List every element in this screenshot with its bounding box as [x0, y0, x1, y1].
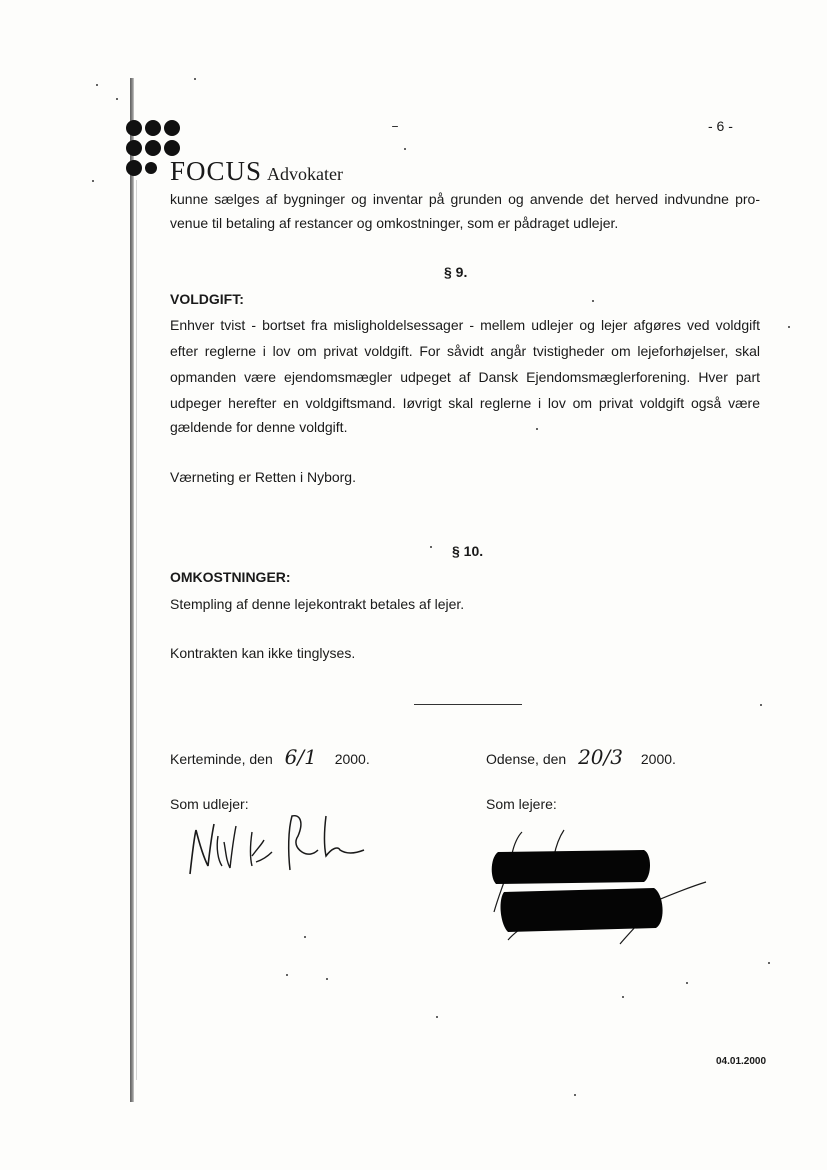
- scan-speck: [536, 428, 538, 430]
- signature-stroke: [217, 826, 236, 868]
- scan-speck: [430, 546, 432, 548]
- logo-dot: [145, 162, 157, 174]
- scan-speck: [622, 996, 624, 998]
- section-10-heading: OMKOSTNINGER:: [170, 569, 291, 585]
- signer-role-left: Som udlejer:: [170, 796, 249, 812]
- section-9-heading: VOLDGIFT:: [170, 291, 244, 307]
- page-number: - 6 -: [708, 118, 733, 134]
- redaction-bar: [492, 850, 650, 884]
- redaction-bar: [501, 888, 663, 932]
- venue-line: Værneting er Retten i Nyborg.: [170, 469, 356, 485]
- scan-speck: [788, 326, 790, 328]
- scan-binding-shadow: [136, 180, 137, 1080]
- logo-dot: [126, 160, 142, 176]
- scan-speck: [194, 78, 196, 80]
- logo-dot: [126, 120, 142, 136]
- scan-speck: [92, 180, 94, 182]
- section-10-mark: § 10.: [452, 543, 484, 559]
- signature-stroke: [325, 816, 365, 856]
- year-text: 2000.: [640, 751, 676, 767]
- scan-speck: [286, 974, 288, 976]
- logo-dot: [164, 120, 180, 136]
- logo-subtitle: Advokater: [267, 164, 344, 184]
- body-line: Stempling af denne lejekontrakt betales af lejer.: [170, 596, 465, 612]
- place-date-label: Kerteminde, den: [170, 751, 273, 767]
- signature-tenants-redacted: [484, 826, 720, 950]
- logo-dot: [145, 140, 161, 156]
- signature-landlord: [180, 796, 380, 886]
- logo-dot: [145, 120, 161, 136]
- divider-rule: [414, 704, 522, 705]
- signer-role-right: Som lejere:: [486, 796, 557, 812]
- scan-speck: [768, 962, 770, 964]
- scan-speck: [592, 300, 594, 302]
- scan-speck: [116, 98, 118, 100]
- scan-speck: [574, 1094, 576, 1096]
- scan-speck: [326, 978, 328, 980]
- body-line: opmanden være ejendomsmægler udpeget af Dansk Ejendomsmæglerforening. Hver part: [170, 369, 760, 385]
- scan-speck: [96, 84, 98, 86]
- year-text: 2000.: [334, 751, 370, 767]
- section-9-mark: § 9.: [444, 264, 468, 280]
- body-line: udpeger herefter en voldgiftsmand. Iøvrigt skal reglerne i lov om privat voldgift også være: [170, 395, 760, 411]
- footer-date-code: 04.01.2000: [716, 1056, 767, 1067]
- body-line: Enhver tvist - bortset fra misligholdelsessager - mellem udlejer og lejer afgøres ved voldgift: [170, 317, 760, 333]
- logo-wordmark: [170, 156, 343, 187]
- scan-speck: [686, 982, 688, 984]
- signature-place-right: [486, 745, 676, 769]
- scan-speck: [392, 126, 398, 127]
- signature-stroke: [251, 832, 273, 866]
- body-line: efter reglerne i lov om privat voldgift. For såvidt angår tvistigheder om lejeforhøjelser, skal: [170, 343, 760, 359]
- logo-dot: [126, 140, 142, 156]
- scan-speck: [304, 936, 306, 938]
- body-line: Kontrakten kan ikke tinglyses.: [170, 645, 356, 661]
- scan-speck: [760, 704, 762, 706]
- signature-place-left: [170, 745, 370, 769]
- scan-speck: [404, 148, 406, 150]
- logo-dot: [164, 140, 180, 156]
- handwritten-date: 6/1: [284, 745, 317, 769]
- handwritten-date: 20/3: [578, 745, 623, 769]
- scan-speck: [436, 1016, 438, 1018]
- scan-binding-edge: [130, 78, 134, 1102]
- body-line: gældende for denne voldgift.: [170, 419, 348, 435]
- logo-brand: FOCUS: [170, 156, 263, 186]
- body-line: venue til betaling af restancer og omkostninger, som er pådraget udlejer.: [170, 215, 619, 231]
- signature-stroke: [190, 824, 214, 874]
- body-line: kunne sælges af bygninger og inventar på grunden og anvende det herved indvundne pro-: [170, 191, 760, 207]
- place-date-label: Odense, den: [486, 751, 567, 767]
- signature-stroke: [289, 816, 318, 870]
